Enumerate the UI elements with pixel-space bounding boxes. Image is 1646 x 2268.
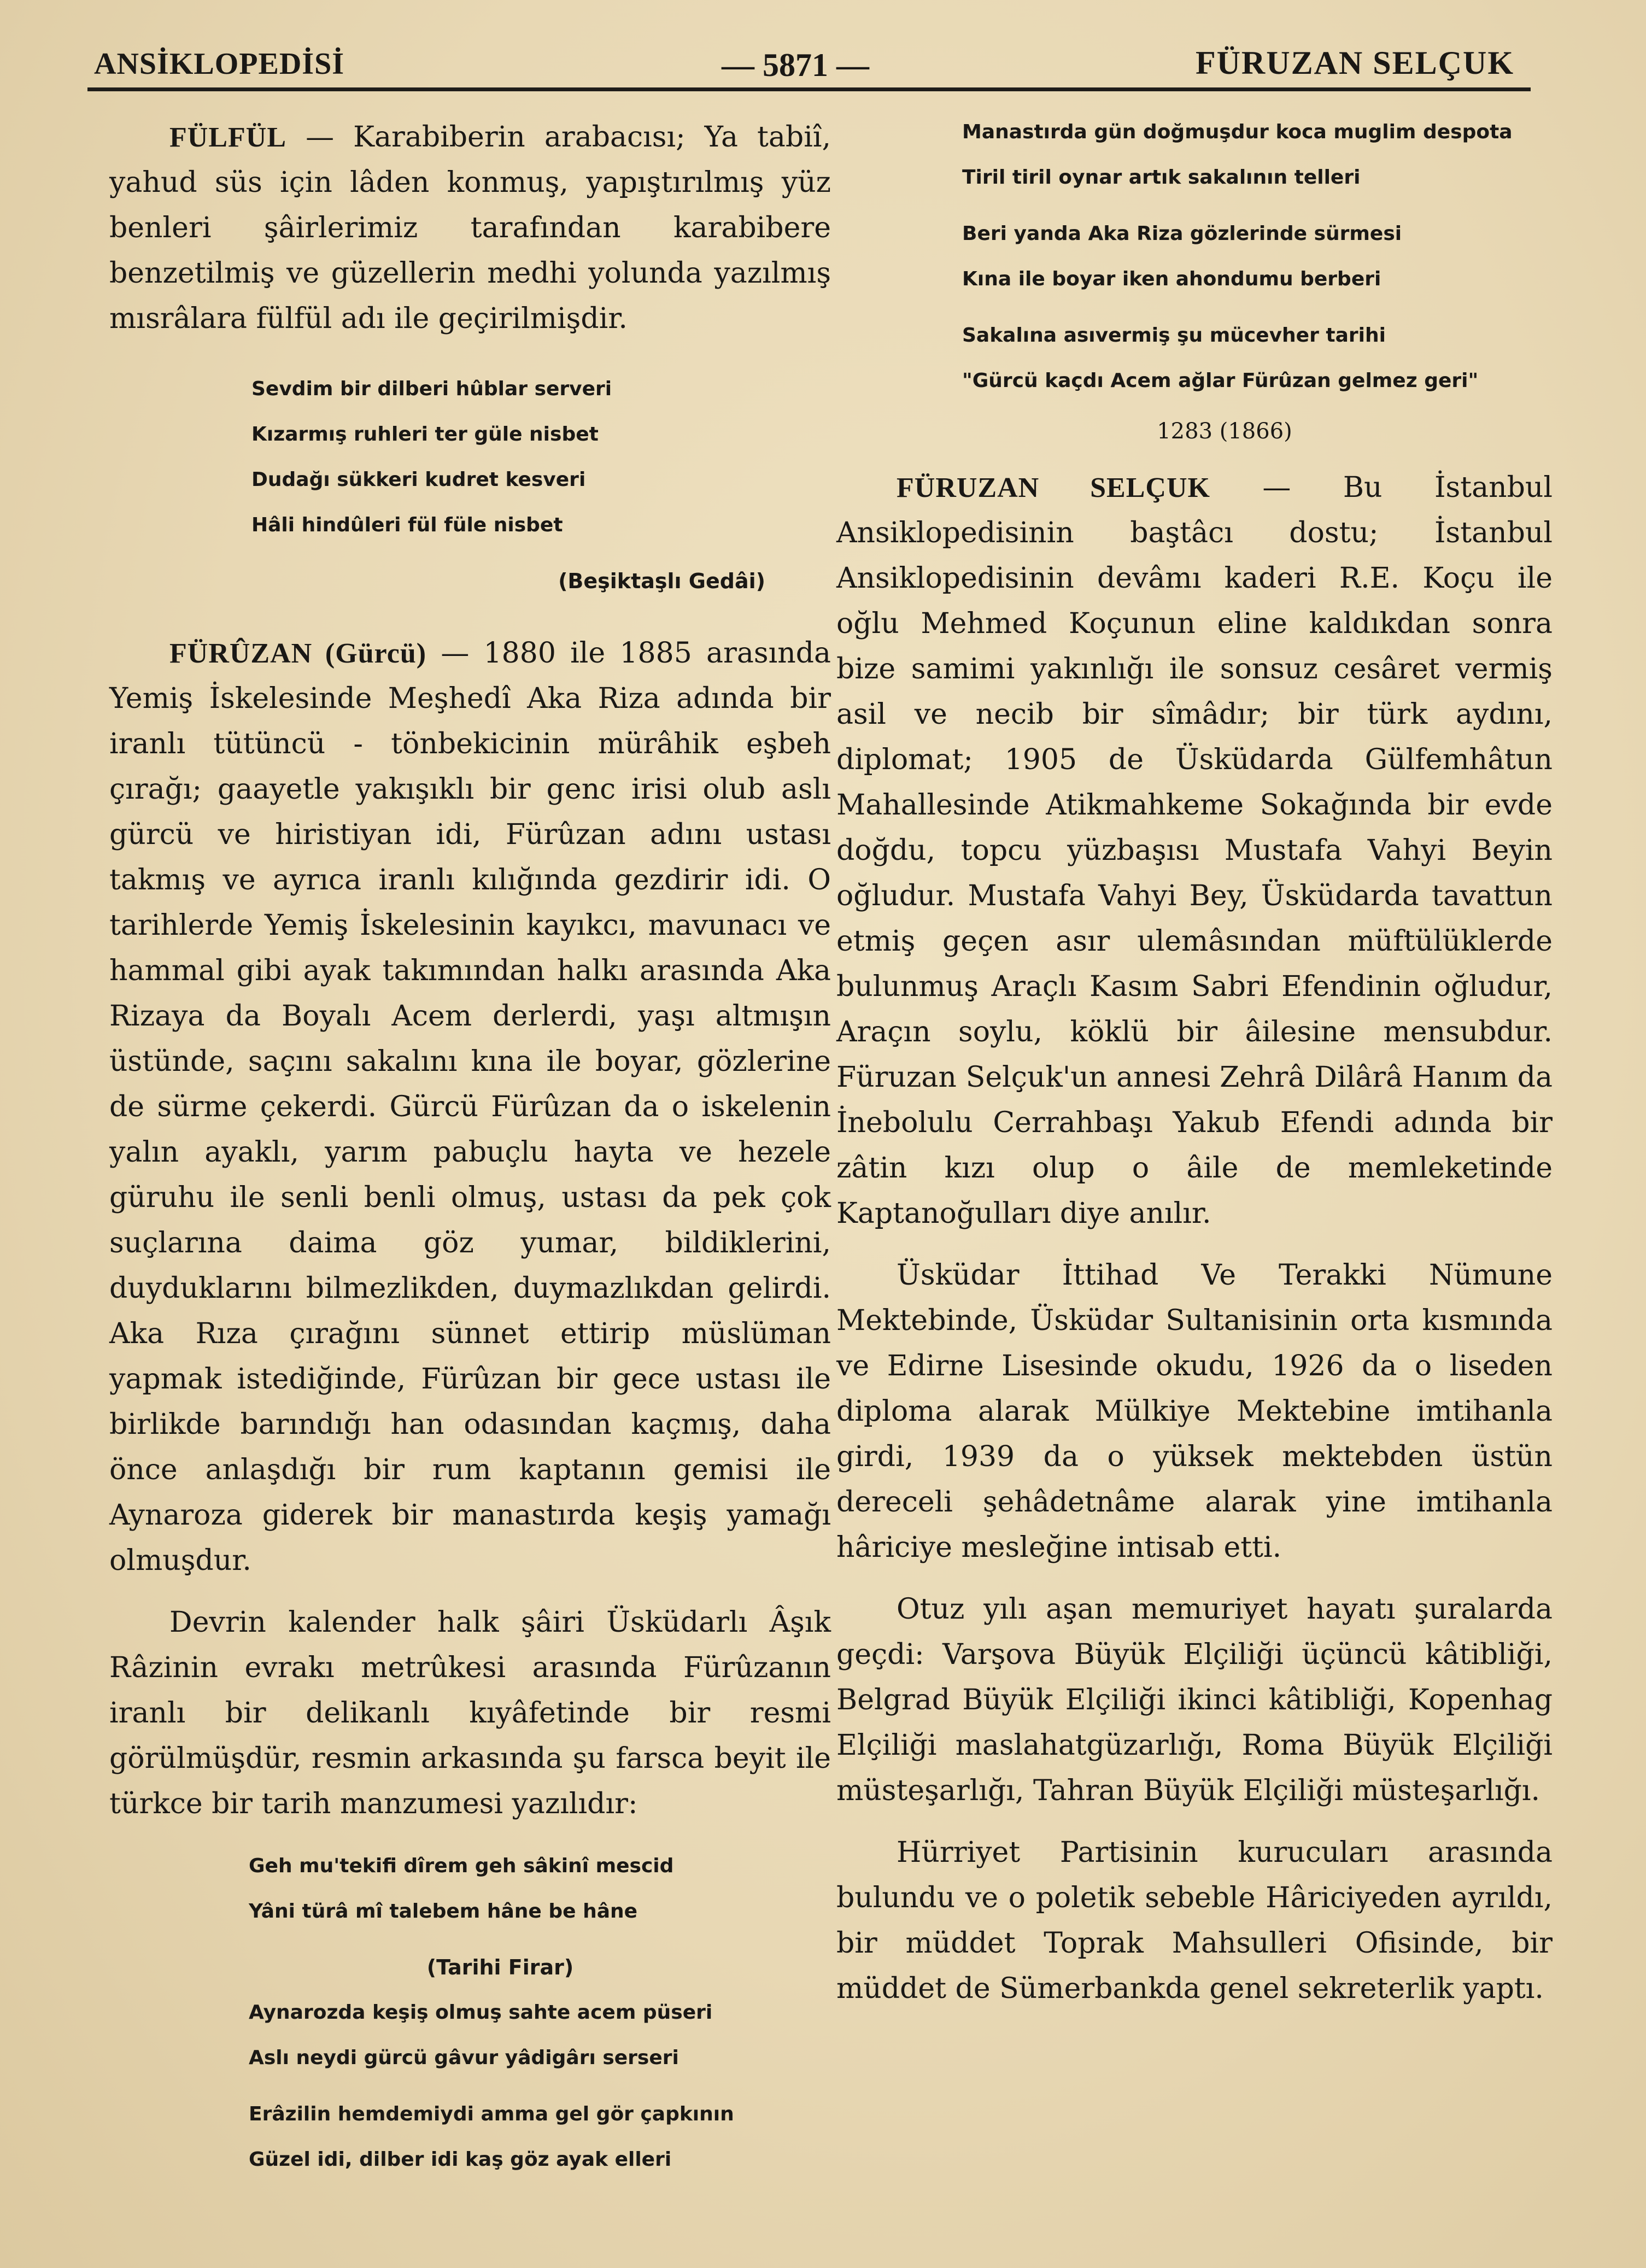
verse-line: Tiril tiril oynar artık sakalının telleri [962, 166, 1361, 189]
verse-line: "Gürcü kaçdı Acem ağlar Fürûzan gelmez geri" [962, 370, 1479, 392]
verse-line: Sevdim bir dilberi hûblar serveri [251, 378, 612, 400]
page-header [87, 30, 1531, 90]
verse-title: (Tarihi Firar) [426, 1955, 574, 1979]
verse-line: Dudağı sükkeri kudret kesveri [251, 468, 586, 491]
right-column [836, 115, 1553, 2023]
entry-heading: FÜRUZAN SELÇUK [897, 472, 1210, 503]
entry-furuzan [109, 631, 831, 1584]
verse-attribution: (Beşiktaşlı Gedâi) [558, 569, 765, 593]
verse-block [836, 318, 1553, 398]
entry-body: — 1880 ile 1885 arasında Yemiş İskelesinde Meşhedî Aka Riza adında bir iranlı tütüncü - tönbekicinin mürâhik eşbeh çırağı; gaayetle yakışıklı bir genc irisi olub aslı gürcü ve hiristiyan idi, Fürûzan adını ustası takmış ve ayrıca iranlı kılığında gezdirir idi. O tarihlerde Yemiş İskelesinin kayıkcı, mavunacı ve hammal gibi ayak takımından halkı arasında Aka Rizaya da Boyalı Acem derlerdi, yaşı altmışın üstünde, saçını sakalını kına ile boyar, gözlerine de sürme çekerdi. Gürcü Fürûzan da o iskelenin yalın ayaklı, yarım pabuçlu hayta ve hezele güruhu ile senli benli olmuş, ustası da pek çok suçlarına daima göz yumar, bildiklerini, duyduklarını bilmezlikden, duymazlıkdan gelirdi. Aka Rıza çırağını sünnet ettirip müslüman yapmak istediğinde, Fürûzan bir gece ustası ile birlikde barındığı han odasından kaçmış, daha önce anlaşdığı bir rum kaptanın gemisi ile Aynaroza giderek bir manastırda keşiş yamağı olmuşdur. [109, 637, 831, 1577]
verse-line: Aynarozda keşiş olmuş sahte acem püseri [249, 2001, 713, 2024]
verse-line: Yâni türâ mî talebem hâne be hâne [249, 1900, 638, 1923]
verse-block [836, 115, 1553, 195]
header-series-title: ANSİKLOPEDİSİ [94, 47, 345, 81]
left-column [109, 115, 831, 2199]
entry-body: — Bu İstanbul Ansiklopedisinin baştâcı dostu; İstanbul Ansiklopedisinin devâmı kaderi R.E. Koçu ile oğlu Mehmed Koçunun eline kaldıkdan sonra bize samimi yakınlığı ile sonsuz cesâret vermiş asil ve necib bir sîmâdır; bir türk aydını, diplomat; 1905 de Üsküdarda Gülfemhâtun Mahallesinde Atikmahkeme Sokağında bir evde doğdu, topcu yüzbaşısı Mustafa Vahyi Beyin oğludur. Mustafa Vahyi Bey, Üsküdarda tavattun etmiş geçen asır ulemâsından müftülüklerde bulunmuş Araçlı Kasım Sabri Efendinin oğludur, Araçın soylu, köklü bir âilesine mensubdur. Füruzan Selçuk'un annesi Zehrâ Dilârâ Hanım da İnebolulu Cerrahbaşı Yakub Efendi adında bir zâtin kızı olup o âile de memleketinde Kaptanoğulları diye anılır. [836, 471, 1553, 1230]
verse-date: 1283 (1866) [1157, 419, 1292, 444]
verse-line: Erâzilin hemdemiydi amma gel gör çapkının [249, 2103, 734, 2125]
verse-block [109, 1849, 831, 1929]
entry-heading: FÜLFÜL [169, 122, 286, 153]
verse-line: Kızarmış ruhleri ter güle nisbet [251, 423, 599, 446]
verse-block [109, 2097, 831, 2177]
header-rule [87, 87, 1531, 91]
verse-block [109, 372, 831, 542]
verse-line: Güzel idi, dilber idi kaş göz ayak elleri [249, 2148, 672, 2171]
verse-line: Geh mu'tekifi dîrem geh sâkinî mescid [249, 1855, 674, 1877]
page-number: — 5871 — [722, 47, 869, 83]
entry-fulful [109, 115, 831, 342]
verse-line: Manastırda gün doğmuşdur koca muglim despota [962, 121, 1513, 143]
paragraph: Üsküdar İttihad Ve Terakki Nümune Mektebinde, Üsküdar Sultanisinin orta kısmında ve Edirne Lisesinde okudu, 1926 da o liseden diploma alarak Mülkiye Mektebine imtihanla girdi, 1939 da o yüksek mektebden üstün dereceli şehâdetnâme alarak yine imtihanla hâriciye mesleğine intisab etti. [836, 1259, 1553, 1564]
verse-line: Kına ile boyar iken ahondumu berberi [962, 268, 1381, 290]
verse-block [109, 1995, 831, 2075]
paragraph: Devrin kalender halk şâiri Üsküdarlı Âşık Râzinin evrakı metrûkesi arasında Fürûzanın iranlı bir delikanlı kıyâfetinde bir resmi görülmüşdür, resmin arkasında şu farsca beyit ile türkce bir tarih manzumesi yazılıdır: [109, 1606, 831, 1820]
paragraph: Otuz yılı aşan memuriyet hayatı şuralarda geçdi: Varşova Büyük Elçiliği üçüncü kâtibliği, Belgrad Büyük Elçiliği ikinci kâtibliği, Kopenhag Elçiliği maslahatgüzarlığı, Roma Büyük Elçiliği müsteşarlığı, Tahran Büyük Elçiliği müsteşarlığı. [836, 1593, 1553, 1807]
entry-heading: FÜRÛZAN (Gürcü) [169, 638, 427, 669]
entry-furuzan-selcuk [836, 465, 1553, 1236]
verse-line: Hâli hindûleri fül füle nisbet [251, 514, 563, 536]
verse-line: Aslı neydi gürcü gâvur yâdigârı serseri [249, 2047, 679, 2069]
verse-block [836, 216, 1553, 296]
verse-line: Sakalına asıvermiş şu mücevher tarihi [962, 324, 1386, 347]
verse-line: Beri yanda Aka Riza gözlerinde sürmesi [962, 222, 1402, 245]
header-entry-title: FÜRUZAN SELÇUK [1195, 45, 1514, 81]
entry-body: — Karabiberin arabacısı; Ya tabiî, yahud süs için lâden konmuş, yapıştırılmış yüz benleri şâirlerimiz tarafından karabibere benzetilmiş ve güzellerin medhi yolunda yazılmış mısrâlara fülfül adı ile geçirilmişdir. [109, 121, 831, 335]
paragraph: Hürriyet Partisinin kurucuları arasında bulundu ve o poletik sebeble Hâriciyeden ayrıldı, bir müddet Toprak Mahsulleri Ofisinde, bir müddet de Sümerbankda genel sekreterlik yaptı. [836, 1836, 1553, 2005]
